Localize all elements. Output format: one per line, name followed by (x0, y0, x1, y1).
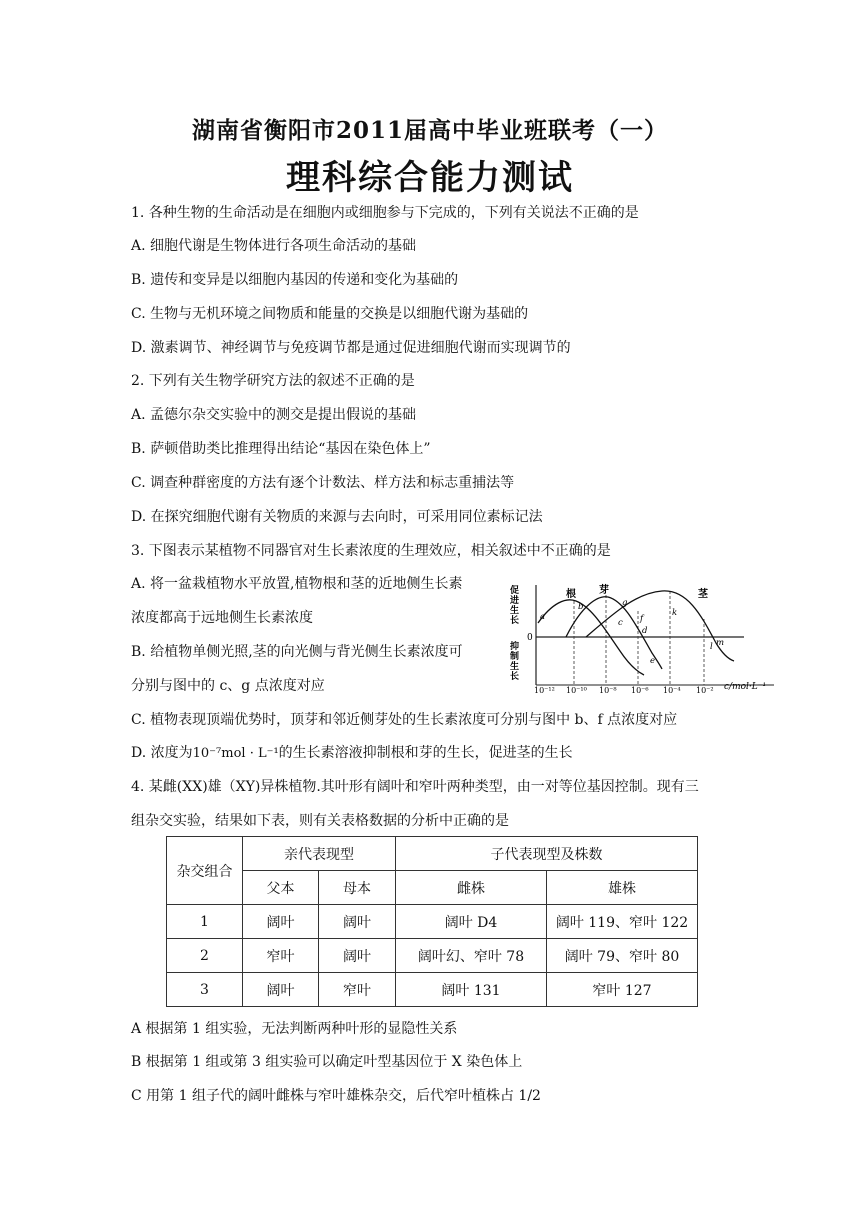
x-tick-5: 10⁻⁴ (663, 686, 681, 695)
cell-mother: 窄叶 (319, 973, 396, 1007)
table-subheader-row (167, 871, 698, 905)
point-c: c (618, 618, 623, 628)
q3-option-b-line2: 分别与图中的 c、g 点浓度对应 (131, 678, 325, 694)
q4-option-a: A 根据第 1 组实验，无法判断两种叶形的显隐性关系 (131, 1021, 458, 1037)
point-d: d (642, 626, 648, 636)
cell-female: 阔叶幻、窄叶 78 (396, 939, 547, 973)
auxin-response-graph (502, 583, 782, 696)
q2-option-b: B. 萨顿借助类比推理得出结论“基因在染色体上” (131, 441, 431, 457)
q2-option-c: C. 调查种群密度的方法有逐个计数法、样方法和标志重捕法等 (131, 475, 515, 491)
header-female: 雌株 (396, 871, 547, 905)
cell-male: 阔叶 119、窄叶 122 (547, 905, 698, 939)
x-tick-4: 10⁻⁶ (631, 686, 649, 695)
point-k: k (672, 608, 678, 618)
cell-id: 2 (167, 939, 243, 973)
point-a: a (540, 612, 546, 622)
dashed-guides (574, 591, 704, 685)
cell-father: 阔叶 (243, 973, 319, 1007)
x-unit-label: c/mol·L⁻¹ (724, 682, 767, 692)
header-group: 杂交组合 (167, 837, 243, 905)
header-parent: 亲代表现型 (243, 837, 396, 871)
point-g: g (622, 598, 628, 608)
exam-title: 湖南省衡阳市2011届高中毕业班联考（一） (191, 117, 668, 144)
q4-stem-line2: 组杂交实验，结果如下表，则有关表格数据的分析中正确的是 (131, 813, 509, 829)
point-e: e (650, 656, 656, 666)
cell-id: 3 (167, 973, 243, 1007)
y-label-inhibit-char: 生 (510, 662, 520, 672)
y-label-promote-char: 长 (510, 616, 520, 626)
cell-id: 1 (167, 905, 243, 939)
q1-stem: 1. 各种生物的生命活动是在细胞内或细胞参与下完成的，下列有关说法不正确的是 (131, 205, 639, 221)
header-offspring: 子代表现型及株数 (396, 837, 698, 871)
curve-label-stem: 茎 (698, 589, 708, 600)
cell-mother: 阔叶 (319, 905, 396, 939)
cell-male: 阔叶 79、窄叶 80 (547, 939, 698, 973)
q3-option-d-suffix: 的生长素溶液抑制根和芽的生长，促进茎的生长 (278, 745, 573, 761)
x-tick-3: 10⁻⁸ (599, 686, 617, 695)
cell-female: 阔叶 131 (396, 973, 547, 1007)
cell-mother: 阔叶 (319, 939, 396, 973)
y-label-inhibit-char: 长 (510, 672, 520, 682)
cell-father: 阔叶 (243, 905, 319, 939)
y-label-promote-char: 进 (510, 596, 520, 606)
q3-option-c: C. 植物表现顶端优势时，顶芽和邻近侧芽处的生长素浓度可分别与图中 b、f 点浓度对应 (131, 712, 678, 728)
q2-stem: 2. 下列有关生物学研究方法的叙述不正确的是 (131, 373, 415, 389)
x-tick-6: 10⁻² (696, 686, 714, 695)
y-label-inhibit-char: 抑 (510, 642, 520, 652)
y-label-promote-char: 生 (510, 606, 520, 616)
point-f: f (640, 614, 644, 624)
q4-stem-line1: 4. 某雌(XX)雄（XY)异株植物.其叶形有阔叶和窄叶两种类型，由一对等位基因控制。现有三 (131, 779, 699, 795)
q4-option-b: B 根据第 1 组或第 3 组实验可以确定叶型基因位于 X 染色体上 (131, 1054, 523, 1070)
y-label-promote-char: 促 (510, 586, 520, 596)
q2-option-a: A. 孟德尔杂交实验中的测交是提出假说的基础 (131, 407, 417, 423)
q3-option-a-line1: A. 将一盆栽植物水平放置,植物根和茎的近地侧生长素 (131, 576, 463, 592)
curve-label-root: 根 (566, 589, 576, 600)
point-m: m (716, 638, 725, 648)
table-row (167, 939, 698, 973)
point-b: b (578, 602, 584, 612)
curve-label-bud: 芽 (599, 585, 609, 596)
point-labels (540, 598, 724, 666)
table-row (167, 973, 698, 1007)
header-mother: 母本 (319, 871, 396, 905)
q3-option-b-line1: B. 给植物单侧光照,茎的向光侧与背光侧生长素浓度可 (131, 644, 463, 660)
q1-option-d: D. 激素调节、神经调节与免疫调节都是通过促进细胞代谢而实现调节的 (131, 340, 571, 356)
q1-option-a: A. 细胞代谢是生物体进行各项生命活动的基础 (131, 238, 417, 254)
y-label-inhibit-char: 制 (510, 652, 520, 662)
x-tick-1: 10⁻¹² (534, 686, 555, 695)
y-label-promote-group (509, 584, 519, 626)
header-male: 雄株 (547, 871, 698, 905)
q3-option-a-line2: 浓度都高于远地侧生长素浓度 (131, 610, 313, 626)
q3-option-d-concentration: 10⁻⁷mol · L⁻¹ (192, 746, 279, 761)
point-l: l (710, 642, 713, 652)
q1-option-b: B. 遗传和变异是以细胞内基因的传递和变化为基础的 (131, 272, 459, 288)
table-row (167, 905, 698, 939)
x-tick-labels (534, 686, 714, 695)
exam-subtitle: 理科综合能力测试 (286, 158, 574, 198)
q3-option-d-prefix: D. 浓度为 (131, 745, 193, 761)
cross-results-table (166, 836, 698, 1007)
table-header-row (167, 837, 698, 871)
cell-female: 阔叶 D4 (396, 905, 547, 939)
cell-male: 窄叶 127 (547, 973, 698, 1007)
header-father: 父本 (243, 871, 319, 905)
q1-option-c: C. 生物与无机环境之间物质和能量的交换是以细胞代谢为基础的 (131, 306, 529, 322)
cell-father: 窄叶 (243, 939, 319, 973)
y-label-inhibit-group (510, 640, 519, 682)
origin-label: 0 (527, 633, 533, 643)
q4-option-c: C 用第 1 组子代的阔叶雌株与窄叶雄株杂交，后代窄叶植株占 1/2 (131, 1088, 541, 1104)
q3-stem: 3. 下图表示某植物不同器官对生长素浓度的生理效应，相关叙述中不正确的是 (131, 543, 611, 559)
q3-option-d (131, 743, 573, 764)
x-tick-2: 10⁻¹⁰ (566, 686, 587, 695)
q2-option-d: D. 在探究细胞代谢有关物质的来源与去向时，可采用同位素标记法 (131, 509, 543, 525)
